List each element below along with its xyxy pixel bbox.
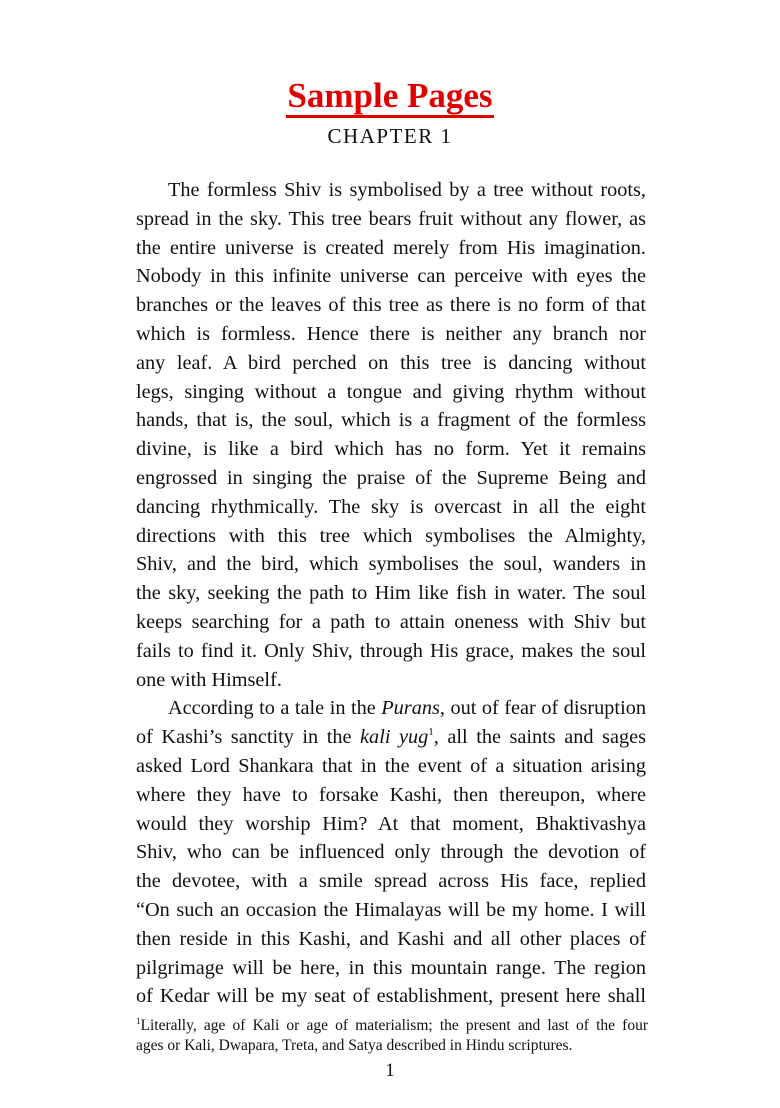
text-line bbox=[136, 608, 646, 637]
text-line bbox=[136, 493, 646, 522]
text-span: Nobody in this infinite universe can perceive with eyes the bbox=[136, 265, 646, 288]
page-number: 1 bbox=[385, 1060, 395, 1081]
text-span: divine, is like a bird which has no form. Yet it remains bbox=[136, 438, 646, 461]
text-line bbox=[136, 522, 646, 551]
footnote-reference: 1 bbox=[428, 726, 434, 739]
text-line bbox=[136, 867, 646, 896]
text-line bbox=[136, 349, 646, 378]
text-line bbox=[136, 896, 646, 925]
sample-pages-label: Sample Pages bbox=[286, 76, 493, 118]
text-span: keeps searching for a path to attain oneness with Shiv but bbox=[136, 610, 646, 633]
text-span: the devotee, with a smile spread across His face, replied bbox=[136, 870, 646, 893]
text-span: of Kashi’s sanctity in the bbox=[136, 726, 361, 749]
text-line bbox=[136, 291, 646, 320]
text-span: Shiv, who can be influenced only through the devotion of bbox=[136, 841, 646, 864]
text-span: directions with this tree which symbolises the Almighty, bbox=[136, 524, 646, 547]
text-span: the sky, seeking the path to Him like fish in water. The soul bbox=[136, 582, 646, 605]
text-line bbox=[136, 752, 646, 781]
text-span: , all the saints and sages bbox=[433, 726, 646, 749]
italic-term: Purans bbox=[381, 697, 440, 720]
text-span: where they have to forsake Kashi, then thereupon, where bbox=[136, 783, 646, 806]
text-line bbox=[136, 666, 646, 695]
footnote bbox=[136, 1016, 648, 1056]
text-line bbox=[136, 637, 646, 666]
text-line bbox=[136, 262, 646, 291]
footnote-text: Literally, age of Kali or age of materialism; the present and last of the four bbox=[140, 1017, 648, 1034]
text-line bbox=[136, 406, 646, 435]
text-line bbox=[136, 464, 646, 493]
text-line bbox=[136, 723, 646, 752]
footnote-line: ages or Kali, Dwapara, Treta, and Satya described in Hindu scriptures. bbox=[136, 1037, 573, 1054]
text-line bbox=[136, 234, 646, 263]
text-line bbox=[136, 694, 646, 723]
footnote-line bbox=[136, 1016, 648, 1036]
paragraph bbox=[136, 176, 646, 694]
text-span: fails to find it. Only Shiv, through His grace, makes the soul bbox=[136, 639, 646, 662]
text-span: Shiv, and the bird, which symbolises the soul, wanders in bbox=[136, 553, 646, 576]
text-line bbox=[136, 925, 646, 954]
text-span: would they worship Him? At that moment, Bhaktivashya bbox=[136, 812, 646, 835]
text-span: which is formless. Hence there is neither any branch nor bbox=[136, 322, 646, 345]
text-span: one with Himself. bbox=[136, 668, 282, 691]
text-span: the entire universe is created merely from His imagination. bbox=[136, 236, 646, 259]
text-line bbox=[136, 205, 646, 234]
text-line bbox=[136, 176, 646, 205]
text-span: any leaf. A bird perched on this tree is dancing without bbox=[136, 351, 646, 374]
text-span: , out of fear of disruption bbox=[439, 697, 646, 720]
chapter-heading: CHAPTER 1 bbox=[327, 124, 453, 148]
text-line bbox=[136, 579, 646, 608]
text-line bbox=[136, 954, 646, 983]
sample-pages-banner bbox=[0, 76, 780, 116]
text-line bbox=[136, 550, 646, 579]
text-line bbox=[136, 838, 646, 867]
text-line bbox=[136, 982, 646, 1011]
text-span: spread in the sky. This tree bears fruit without any flower, as bbox=[136, 207, 646, 230]
text-line bbox=[136, 781, 646, 810]
text-span: hands, that is, the soul, which is a fragment of the formless bbox=[136, 409, 646, 432]
text-span: According to a tale in the bbox=[168, 697, 382, 720]
text-line bbox=[136, 378, 646, 407]
text-span: asked Lord Shankara that in the event of a situation arising bbox=[136, 754, 646, 777]
text-span: then reside in this Kashi, and Kashi and all other places of bbox=[136, 927, 646, 950]
text-line bbox=[136, 435, 646, 464]
text-span: The formless Shiv is symbolised by a tree without roots, bbox=[168, 179, 646, 201]
text-span: “On such an occasion the Himalayas will be my home. I will bbox=[136, 898, 646, 921]
text-span: pilgrimage will be here, in this mountain range. The region bbox=[136, 956, 646, 979]
footnote-marker: 1 bbox=[136, 1015, 141, 1026]
paragraph bbox=[136, 694, 646, 1011]
text-span: engrossed in singing the praise of the Supreme Being and bbox=[136, 466, 646, 489]
text-line bbox=[136, 810, 646, 839]
body-text bbox=[136, 176, 646, 1011]
italic-term: kali yug bbox=[360, 726, 429, 749]
text-span: branches or the leaves of this tree as there is no form of that bbox=[136, 294, 646, 317]
text-span: legs, singing without a tongue and giving rhythm without bbox=[136, 380, 646, 403]
text-span: of Kedar will be my seat of establishment, present here shall bbox=[136, 985, 646, 1008]
text-line bbox=[136, 320, 646, 349]
text-span: dancing rhythmically. The sky is overcast in all the eight bbox=[136, 495, 646, 518]
